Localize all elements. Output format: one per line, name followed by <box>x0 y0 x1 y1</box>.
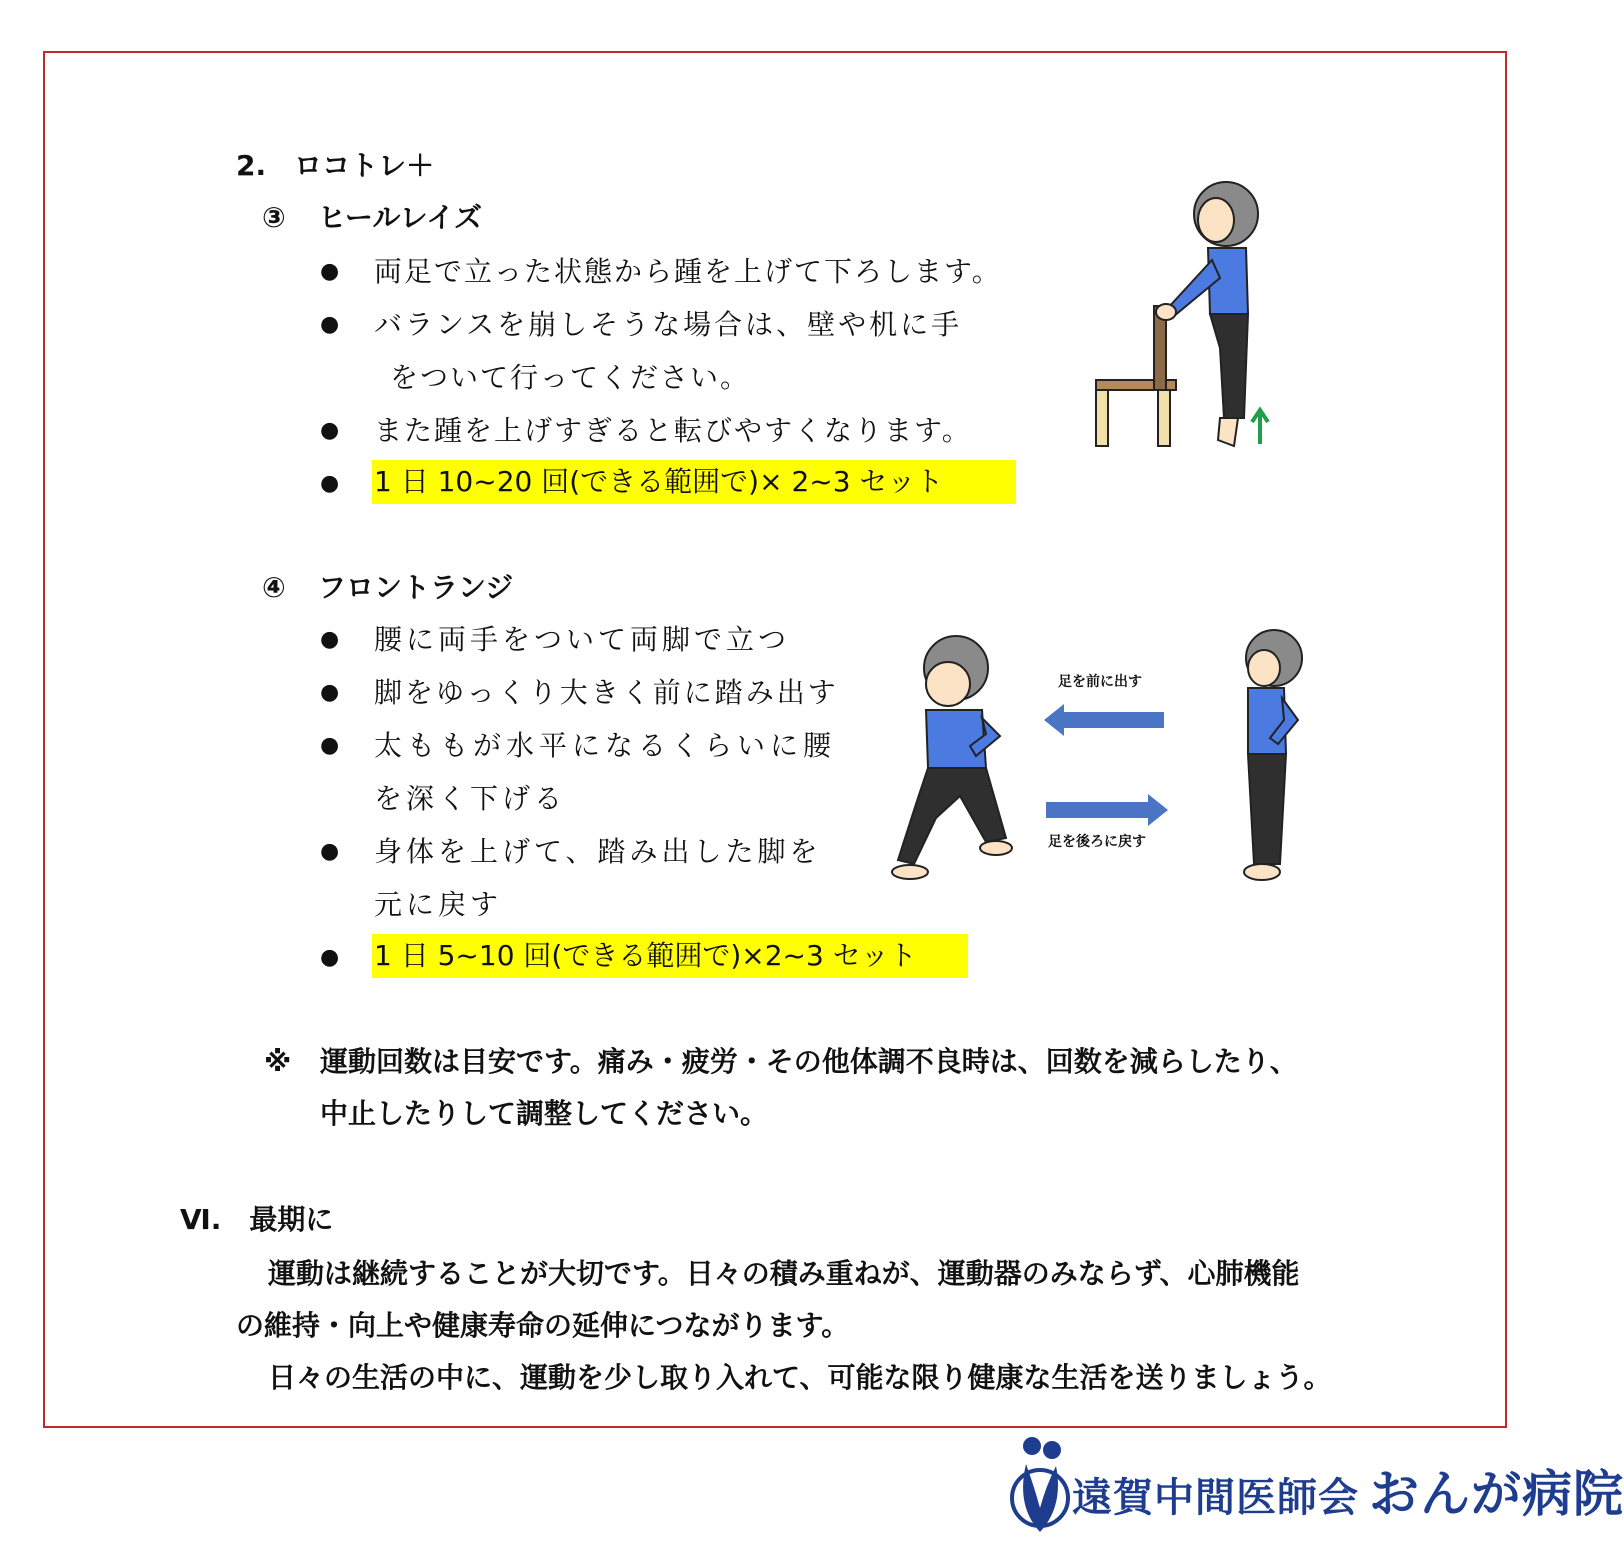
note-line-1: 運動回数は目安です。痛み・疲労・その他体調不良時は、回数を減らしたり、 <box>320 1045 1298 1078</box>
arrow-label-back: 足を後ろに戻す <box>1048 834 1146 850</box>
item3-bullet-2: バランスを崩しそうな場合は、壁や机に手 <box>374 308 963 341</box>
item4-bullet-4: 身体を上げて、踏み出した脚を <box>374 835 822 868</box>
item4-bullet-3-cont: を深く下げる <box>374 782 567 815</box>
bullet-icon: ● <box>320 259 340 284</box>
bullet-icon: ● <box>320 680 340 705</box>
lunge-person-shirt <box>926 710 986 768</box>
item4-bullet-2: 脚をゆっくり大きく前に踏み出す <box>374 676 839 709</box>
logo-org: 遠賀中間医師会 <box>1072 1475 1359 1521</box>
bullet-icon: ● <box>320 418 340 443</box>
bullet-icon: ● <box>320 627 340 652</box>
note-line-2: 中止したりして調整してください。 <box>320 1097 769 1130</box>
item3-bullet-1: 両足で立った状態から踵を上げて下ろします。 <box>374 255 1002 288</box>
section6-para2: 日々の生活の中に、運動を少し取り入れて、可能な限り健康な生活を送りましょう。 <box>268 1361 1332 1394</box>
hospital-logo <box>1012 1436 1624 1556</box>
chair-leg-front <box>1096 390 1108 446</box>
logo-mark-icon <box>1012 1436 1072 1556</box>
item3-bullet-3: また踵を上げすぎると転びやすくなります。 <box>374 414 972 447</box>
logo-text <box>1072 1454 1624 1526</box>
standing-person-pants <box>1248 754 1286 864</box>
standing-person-shirt <box>1248 688 1286 754</box>
section-heading-2: 2. ロコトレ＋ <box>236 149 435 182</box>
item3-marker: ③ <box>262 201 286 234</box>
logo-hospital: おんが病院 <box>1369 1465 1624 1523</box>
person-hand <box>1156 304 1176 320</box>
person-face <box>1198 198 1234 242</box>
lunge-person-foot-front <box>980 841 1012 855</box>
arrow-left-icon <box>1044 704 1164 736</box>
bullet-icon: ● <box>320 733 340 758</box>
note-marker: ※ <box>264 1045 292 1078</box>
item4-bullet-1: 腰に両手をついて両脚で立つ <box>374 623 791 656</box>
arrow-label-forward: 足を前に出す <box>1058 674 1142 690</box>
section6-para1-line2: の維持・向上や健康寿命の延伸につながります。 <box>236 1309 850 1342</box>
item3-title: ヒールレイズ <box>318 201 482 234</box>
item3-bullet-2-cont: をついて行ってください。 <box>390 361 751 394</box>
item4-marker: ④ <box>262 571 286 604</box>
person-foot <box>1218 418 1238 446</box>
item4-bullet-3: 太ももが水平になるくらいに腰 <box>374 729 837 762</box>
section-heading-6: Ⅵ. 最期に <box>180 1203 334 1236</box>
item3-bullet-4-wrap <box>372 460 1016 504</box>
standing-person-face <box>1248 650 1280 686</box>
bullet-icon: ● <box>320 312 340 337</box>
standing-person-foot <box>1244 864 1280 880</box>
section6-para1-line1: 運動は継続することが大切です。日々の積み重ねが、運動器のみならず、心肺機能 <box>268 1257 1300 1290</box>
person-pants <box>1210 314 1248 418</box>
chair-leg-back <box>1158 390 1170 446</box>
item3-bullet-4: 1 日 10~20 回(できる範囲で)× 2~3 セット <box>372 460 1016 504</box>
bullet-icon: ● <box>320 839 340 864</box>
item4-bullet-5: 1 日 5~10 回(できる範囲で)×2~3 セット <box>372 934 968 978</box>
item4-bullet-5-wrap <box>372 934 968 978</box>
arrow-right-icon <box>1046 794 1168 826</box>
item4-bullet-4-cont: 元に戻す <box>374 888 503 921</box>
lunge-person-face <box>926 662 970 706</box>
item4-title: フロントランジ <box>318 571 514 604</box>
bullet-icon: ● <box>320 945 340 970</box>
heel-raise-illustration <box>1088 178 1278 450</box>
bullet-icon: ● <box>320 471 340 496</box>
lunge-person-foot-back <box>892 865 928 879</box>
